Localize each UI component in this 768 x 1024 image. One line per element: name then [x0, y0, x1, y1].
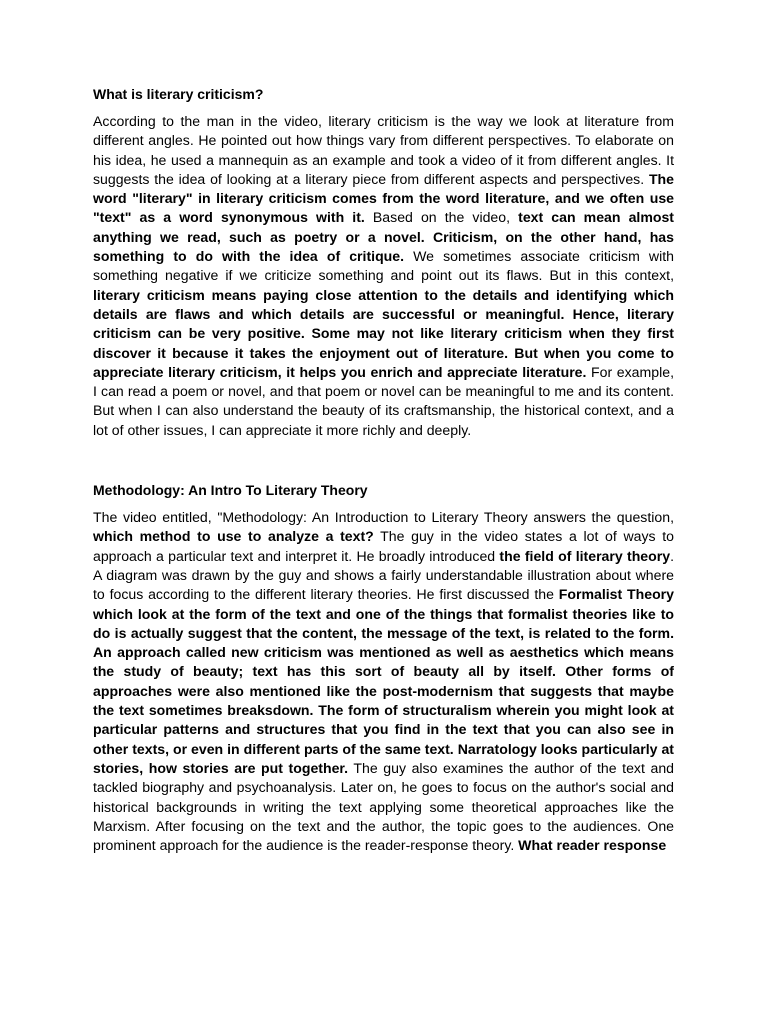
paragraph-methodology [93, 508, 674, 855]
text-run: . A diagram was drawn by the guy and shows a fairly understandable illustration about where to focus according to the different literary theories. He first discussed the [93, 547, 674, 603]
text-run: The guy also examines the author of the text and tackled biography and psychoanalysis. Later on, he goes to focus on the author's social and historical backgrounds in writing the text applying some theoretical approaches like the Marxism. After focusing on the text and the author, the topic goes to the audiences. One prominent approach for the audience is the reader-response theory. [93, 759, 674, 854]
text-run: According to the man in the video, literary criticism is the way we look at literature from different angles. He pointed out how things vary from different perspectives. To elaborate on his idea, he used a mannequin as an example and took a video of it from different angles. It suggests the idea of looking at a literary piece from different aspects and perspectives. [93, 113, 674, 187]
bold-text-run: What reader response [518, 837, 667, 854]
document-page [93, 84, 674, 855]
text-run: Based on the video, [364, 209, 519, 226]
bold-text-run: The word "literary" in literary criticism comes from the word literature, and we often use "text" as a word synonymous with it. [93, 170, 674, 226]
section-heading-literary-criticism: What is literary criticism? [93, 86, 264, 102]
section-spacer [93, 440, 674, 480]
bold-text-run: Formalist Theory which look at the form of the text and one of the things that formalist theories like to do is actually suggest that the content, the message of the text, is related to the form. An approach called new criticism was mentioned as well as aesthetics which means the study of beauty; text has this sort of beauty all by itself. Other forms of approaches were also mentioned like the post-modernism that suggests that maybe the text sometimes breaksdown. The form of structuralism wherein you might look at particular patterns and structures that you find in the text that you can also see in other texts, or even in different parts of the same text. Narratology looks particularly at stories, how stories are put together. [93, 586, 674, 776]
bold-text-run: which method to use to analyze a text? [93, 528, 374, 545]
text-run: For example, I can read a poem or novel, and that poem or novel can be meaningful to me and its content. But when I can also understand the beauty of its craftsmanship, the historical context, and a lot of other issues, I can appreciate it more richly and deeply. [93, 363, 674, 438]
paragraph-literary-criticism [93, 112, 674, 440]
bold-text-run: literary criticism means paying close attention to the details and identifying which details are flaws and which details are successful or meaningful. Hence, literary criticism can be very positive. Some may not like literary criticism when they first discover it because it takes the enjoyment out of literature. But when you come to appreciate literary criticism, it helps you enrich and appreciate literature. [93, 286, 674, 380]
text-run: The guy in the video states a lot of ways to approach a particular text and interpret it. He broadly introduced [93, 528, 674, 564]
text-run: The video entitled, "Methodology: An Introduction to Literary Theory answers the question, [93, 509, 674, 526]
bold-text-run: text can mean almost anything we read, such as poetry or a novel. Criticism, on the other hand, has something to do with the idea of critique. [93, 209, 674, 265]
bold-text-run: the field of literary theory [499, 547, 671, 564]
text-run: We sometimes associate criticism with something negative if we criticize something and point out its flaws. But in this context, [93, 248, 675, 284]
section-heading-methodology: Methodology: An Intro To Literary Theory [93, 482, 368, 499]
